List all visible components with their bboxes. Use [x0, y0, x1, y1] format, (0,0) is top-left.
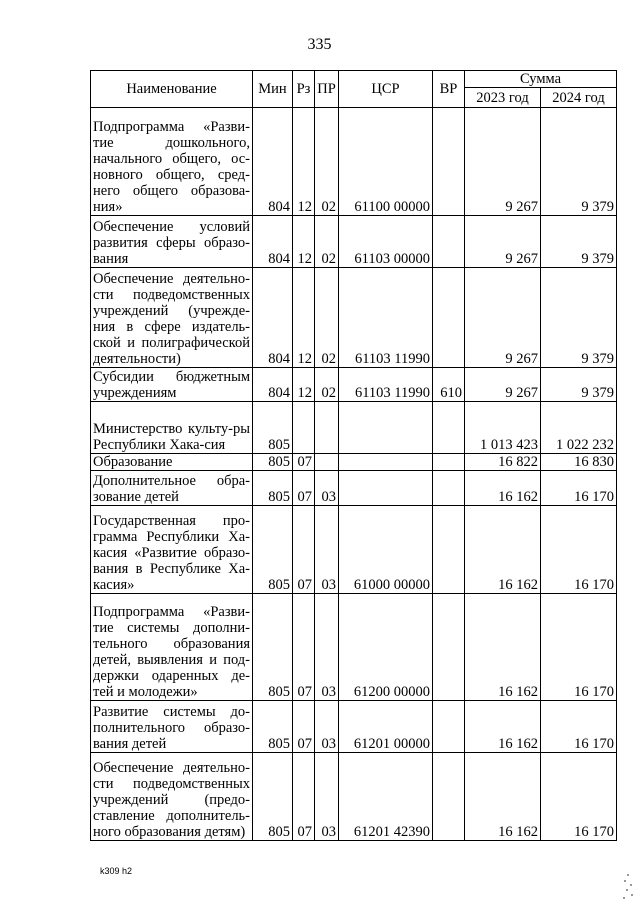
cell-vr	[433, 506, 465, 594]
table-row	[91, 108, 617, 216]
cell-name: Обеспечение деятельно-сти подведомственных учреждений (предо-ставление дополнитель-ного образования детям)	[91, 753, 253, 841]
cell-name: Обеспечение деятельно-сти подведомственных учреждений (учрежде-ния в сфере издатель-ской и полиграфической деятельности)	[91, 268, 253, 368]
cell-min: 804	[253, 216, 293, 268]
cell-2023: 16 822	[465, 454, 541, 471]
cell-name: Субсидии бюджетным учреждениям	[91, 368, 253, 402]
cell-pr	[315, 402, 339, 454]
cell-2024: 9 379	[541, 268, 617, 368]
cell-vr	[433, 471, 465, 506]
cell-2024: 9 379	[541, 216, 617, 268]
budget-table	[90, 70, 617, 841]
table-row	[91, 402, 617, 454]
cell-csr: 61200 00000	[339, 594, 433, 701]
cell-csr: 61201 42390	[339, 753, 433, 841]
cell-pr: 02	[315, 268, 339, 368]
cell-pr	[315, 454, 339, 471]
header-csr: ЦСР	[339, 71, 433, 108]
cell-vr	[433, 216, 465, 268]
cell-vr	[433, 753, 465, 841]
header-year-2023: 2023 год	[465, 88, 541, 108]
table-row	[91, 454, 617, 471]
cell-csr: 61103 11990	[339, 268, 433, 368]
cell-2023: 9 267	[465, 368, 541, 402]
table-row	[91, 216, 617, 268]
cell-min: 804	[253, 268, 293, 368]
cell-2024: 9 379	[541, 108, 617, 216]
cell-pr: 03	[315, 753, 339, 841]
table-row	[91, 368, 617, 402]
header-min: Мин	[253, 71, 293, 108]
cell-min: 805	[253, 594, 293, 701]
cell-2024: 16 170	[541, 506, 617, 594]
cell-2024: 9 379	[541, 368, 617, 402]
cell-min: 805	[253, 701, 293, 753]
cell-vr	[433, 594, 465, 701]
cell-csr	[339, 402, 433, 454]
cell-pr: 03	[315, 594, 339, 701]
cell-min: 805	[253, 753, 293, 841]
header-year-2024: 2024 год	[541, 88, 617, 108]
header-sum: Сумма	[465, 71, 617, 88]
cell-name: Подпрограмма «Разви-тие дошкольного, начального общего, ос-новного общего, сред-него общего образова-ния»	[91, 108, 253, 216]
table-body	[91, 108, 617, 841]
page-number: 335	[307, 36, 332, 53]
cell-name: Министерство культу-ры Республики Хака-сия	[91, 402, 253, 454]
cell-2023: 16 162	[465, 701, 541, 753]
cell-rz: 12	[293, 368, 315, 402]
cell-vr	[433, 402, 465, 454]
cell-csr	[339, 471, 433, 506]
table-row	[91, 753, 617, 841]
cell-2024: 16 170	[541, 471, 617, 506]
header-name: Наименование	[91, 71, 253, 108]
cell-vr	[433, 108, 465, 216]
cell-vr	[433, 701, 465, 753]
cell-2024: 16 830	[541, 454, 617, 471]
cell-pr: 03	[315, 506, 339, 594]
cell-2024: 16 170	[541, 753, 617, 841]
cell-2023: 9 267	[465, 216, 541, 268]
cell-name: Обеспечение условий развития сферы образо-вания	[91, 216, 253, 268]
cell-csr	[339, 454, 433, 471]
cell-name: Образование	[91, 454, 253, 471]
cell-min: 805	[253, 506, 293, 594]
cell-rz: 07	[293, 594, 315, 701]
cell-2023: 16 162	[465, 506, 541, 594]
cell-min: 805	[253, 454, 293, 471]
header-vr: ВР	[433, 71, 465, 108]
cell-pr: 03	[315, 471, 339, 506]
table-row	[91, 268, 617, 368]
cell-2023: 16 162	[465, 471, 541, 506]
cell-rz: 07	[293, 454, 315, 471]
cell-pr: 03	[315, 701, 339, 753]
cell-2024: 16 170	[541, 701, 617, 753]
cell-rz	[293, 402, 315, 454]
cell-name: Государственная про-грамма Республики Ха-касия «Развитие образо-вания в Республике Ха-касия»	[91, 506, 253, 594]
cell-rz: 12	[293, 108, 315, 216]
cell-csr: 61100 00000	[339, 108, 433, 216]
table-row	[91, 506, 617, 594]
cell-csr: 61000 00000	[339, 506, 433, 594]
header-rz: Рз	[293, 71, 315, 108]
cell-vr	[433, 454, 465, 471]
cell-name: Развитие системы до-полнительного образо-вания детей	[91, 701, 253, 753]
table-row	[91, 594, 617, 701]
cell-vr: 610	[433, 368, 465, 402]
cell-pr: 02	[315, 108, 339, 216]
header-pr: ПР	[315, 71, 339, 108]
cell-2023: 9 267	[465, 108, 541, 216]
cell-2023: 16 162	[465, 594, 541, 701]
cell-min: 804	[253, 108, 293, 216]
cell-name: Подпрограмма «Разви-тие системы дополни-тельного образования детей, выявления и под-держки одаренных де-тей и молодежи»	[91, 594, 253, 701]
scan-noise-mark	[621, 872, 635, 900]
cell-min: 805	[253, 402, 293, 454]
footer-code: k309 h2	[100, 866, 133, 876]
cell-name: Дополнительное обра-зование детей	[91, 471, 253, 506]
table-row	[91, 471, 617, 506]
cell-csr: 61103 00000	[339, 216, 433, 268]
cell-2023: 9 267	[465, 268, 541, 368]
cell-2024: 1 022 232	[541, 402, 617, 454]
cell-rz: 12	[293, 268, 315, 368]
cell-pr: 02	[315, 368, 339, 402]
cell-rz: 07	[293, 506, 315, 594]
cell-rz: 12	[293, 216, 315, 268]
cell-2023: 16 162	[465, 753, 541, 841]
table-row	[91, 701, 617, 753]
cell-rz: 07	[293, 471, 315, 506]
cell-min: 805	[253, 471, 293, 506]
cell-pr: 02	[315, 216, 339, 268]
cell-2023: 1 013 423	[465, 402, 541, 454]
cell-csr: 61103 11990	[339, 368, 433, 402]
cell-csr: 61201 00000	[339, 701, 433, 753]
cell-2024: 16 170	[541, 594, 617, 701]
cell-min: 804	[253, 368, 293, 402]
cell-rz: 07	[293, 701, 315, 753]
cell-rz: 07	[293, 753, 315, 841]
cell-vr	[433, 268, 465, 368]
